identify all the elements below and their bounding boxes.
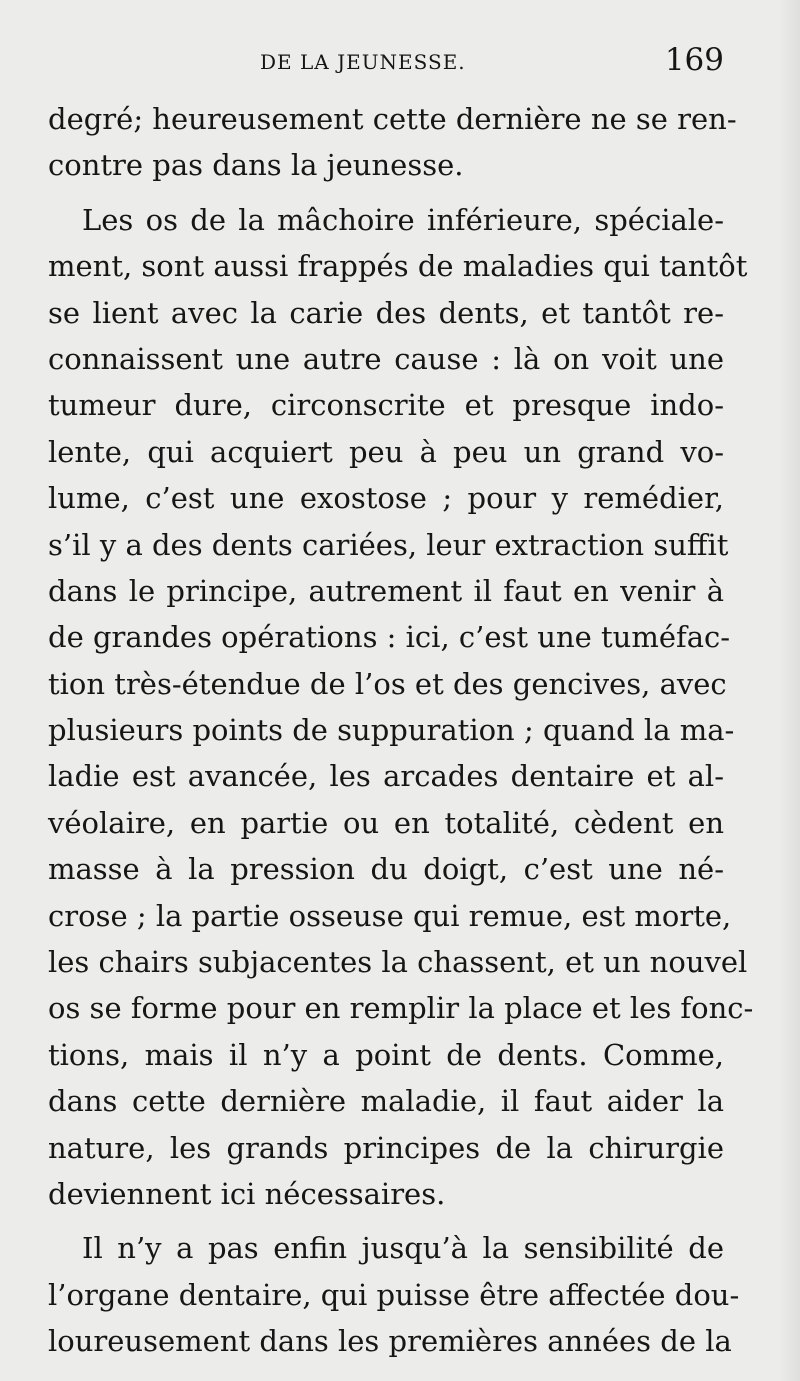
text-line: les chairs subjacentes la chassent, et un nouvel [48,945,748,980]
text-line: os se forme pour en remplir la place et les fonc- [48,991,754,1026]
text-line: degré; heureusement cette dernière ne se ren- [48,102,737,136]
page-number: 169 [664,42,724,78]
text-line: masse à la pression du doigt, c’est une né- [48,852,724,887]
running-head: DE LA JEUNESSE. [260,50,466,74]
text-line: contre pas dans la jeunesse. [48,148,464,183]
text-line: Il n’y a pas enfin jusqu’à la sensibilité de [82,1231,724,1266]
text-line: crose ; la partie osseuse qui remue, est morte, [48,898,732,933]
text-line: se lient avec la carie des dents, et tantôt re- [48,295,724,330]
text-line: loureusement dans les premières années de la [48,1324,732,1359]
text-line: deviennent ici nécessaires. [48,1176,446,1211]
text-line: tion très-étendue de l’os et des gencives, avec [48,666,727,701]
paragraph-1 [48,96,737,189]
paragraph-spacing [48,189,724,197]
text-line: plusieurs points de suppuration ; quand la ma- [48,713,735,748]
text-line: ment, sont aussi frappés de maladies qui tantôt [48,249,748,284]
text-line: l’organe dentaire, qui puisse être affectée dou- [48,1277,740,1312]
text-line: lume, c’est une exostose ; pour y remédier, [48,481,724,516]
text-line: tions, mais il n’y a point de dents. Comme, [48,1037,724,1072]
text-line: véolaire, en partie ou en totalité, cèdent en [48,805,724,840]
paragraph-3 [48,1225,740,1364]
text-line: lente, qui acquiert peu à peu un grand vo- [48,434,724,469]
body-text [48,96,754,1365]
text-line: nature, les grands principes de la chirurgie [48,1130,724,1165]
paragraph-spacing [48,1217,724,1225]
text-line: s’il y a des dents cariées, leur extraction suffit [48,527,729,562]
page-header [48,42,724,86]
text-line: dans cette dernière maladie, il faut aider la [48,1084,724,1119]
text-line: ladie est avancée, les arcades dentaire et al- [48,759,724,794]
text-line: de grandes opérations : ici, c’est une tuméfac- [48,620,731,655]
paragraph-2 [48,197,754,1218]
text-line: Les os de la mâchoire inférieure, spéciale- [82,202,724,237]
text-line: connaissent une autre cause : là on voit une [48,341,724,376]
text-line: tumeur dure, circonscrite et presque indo- [48,388,724,423]
text-line: dans le principe, autrement il faut en venir à [48,573,724,608]
